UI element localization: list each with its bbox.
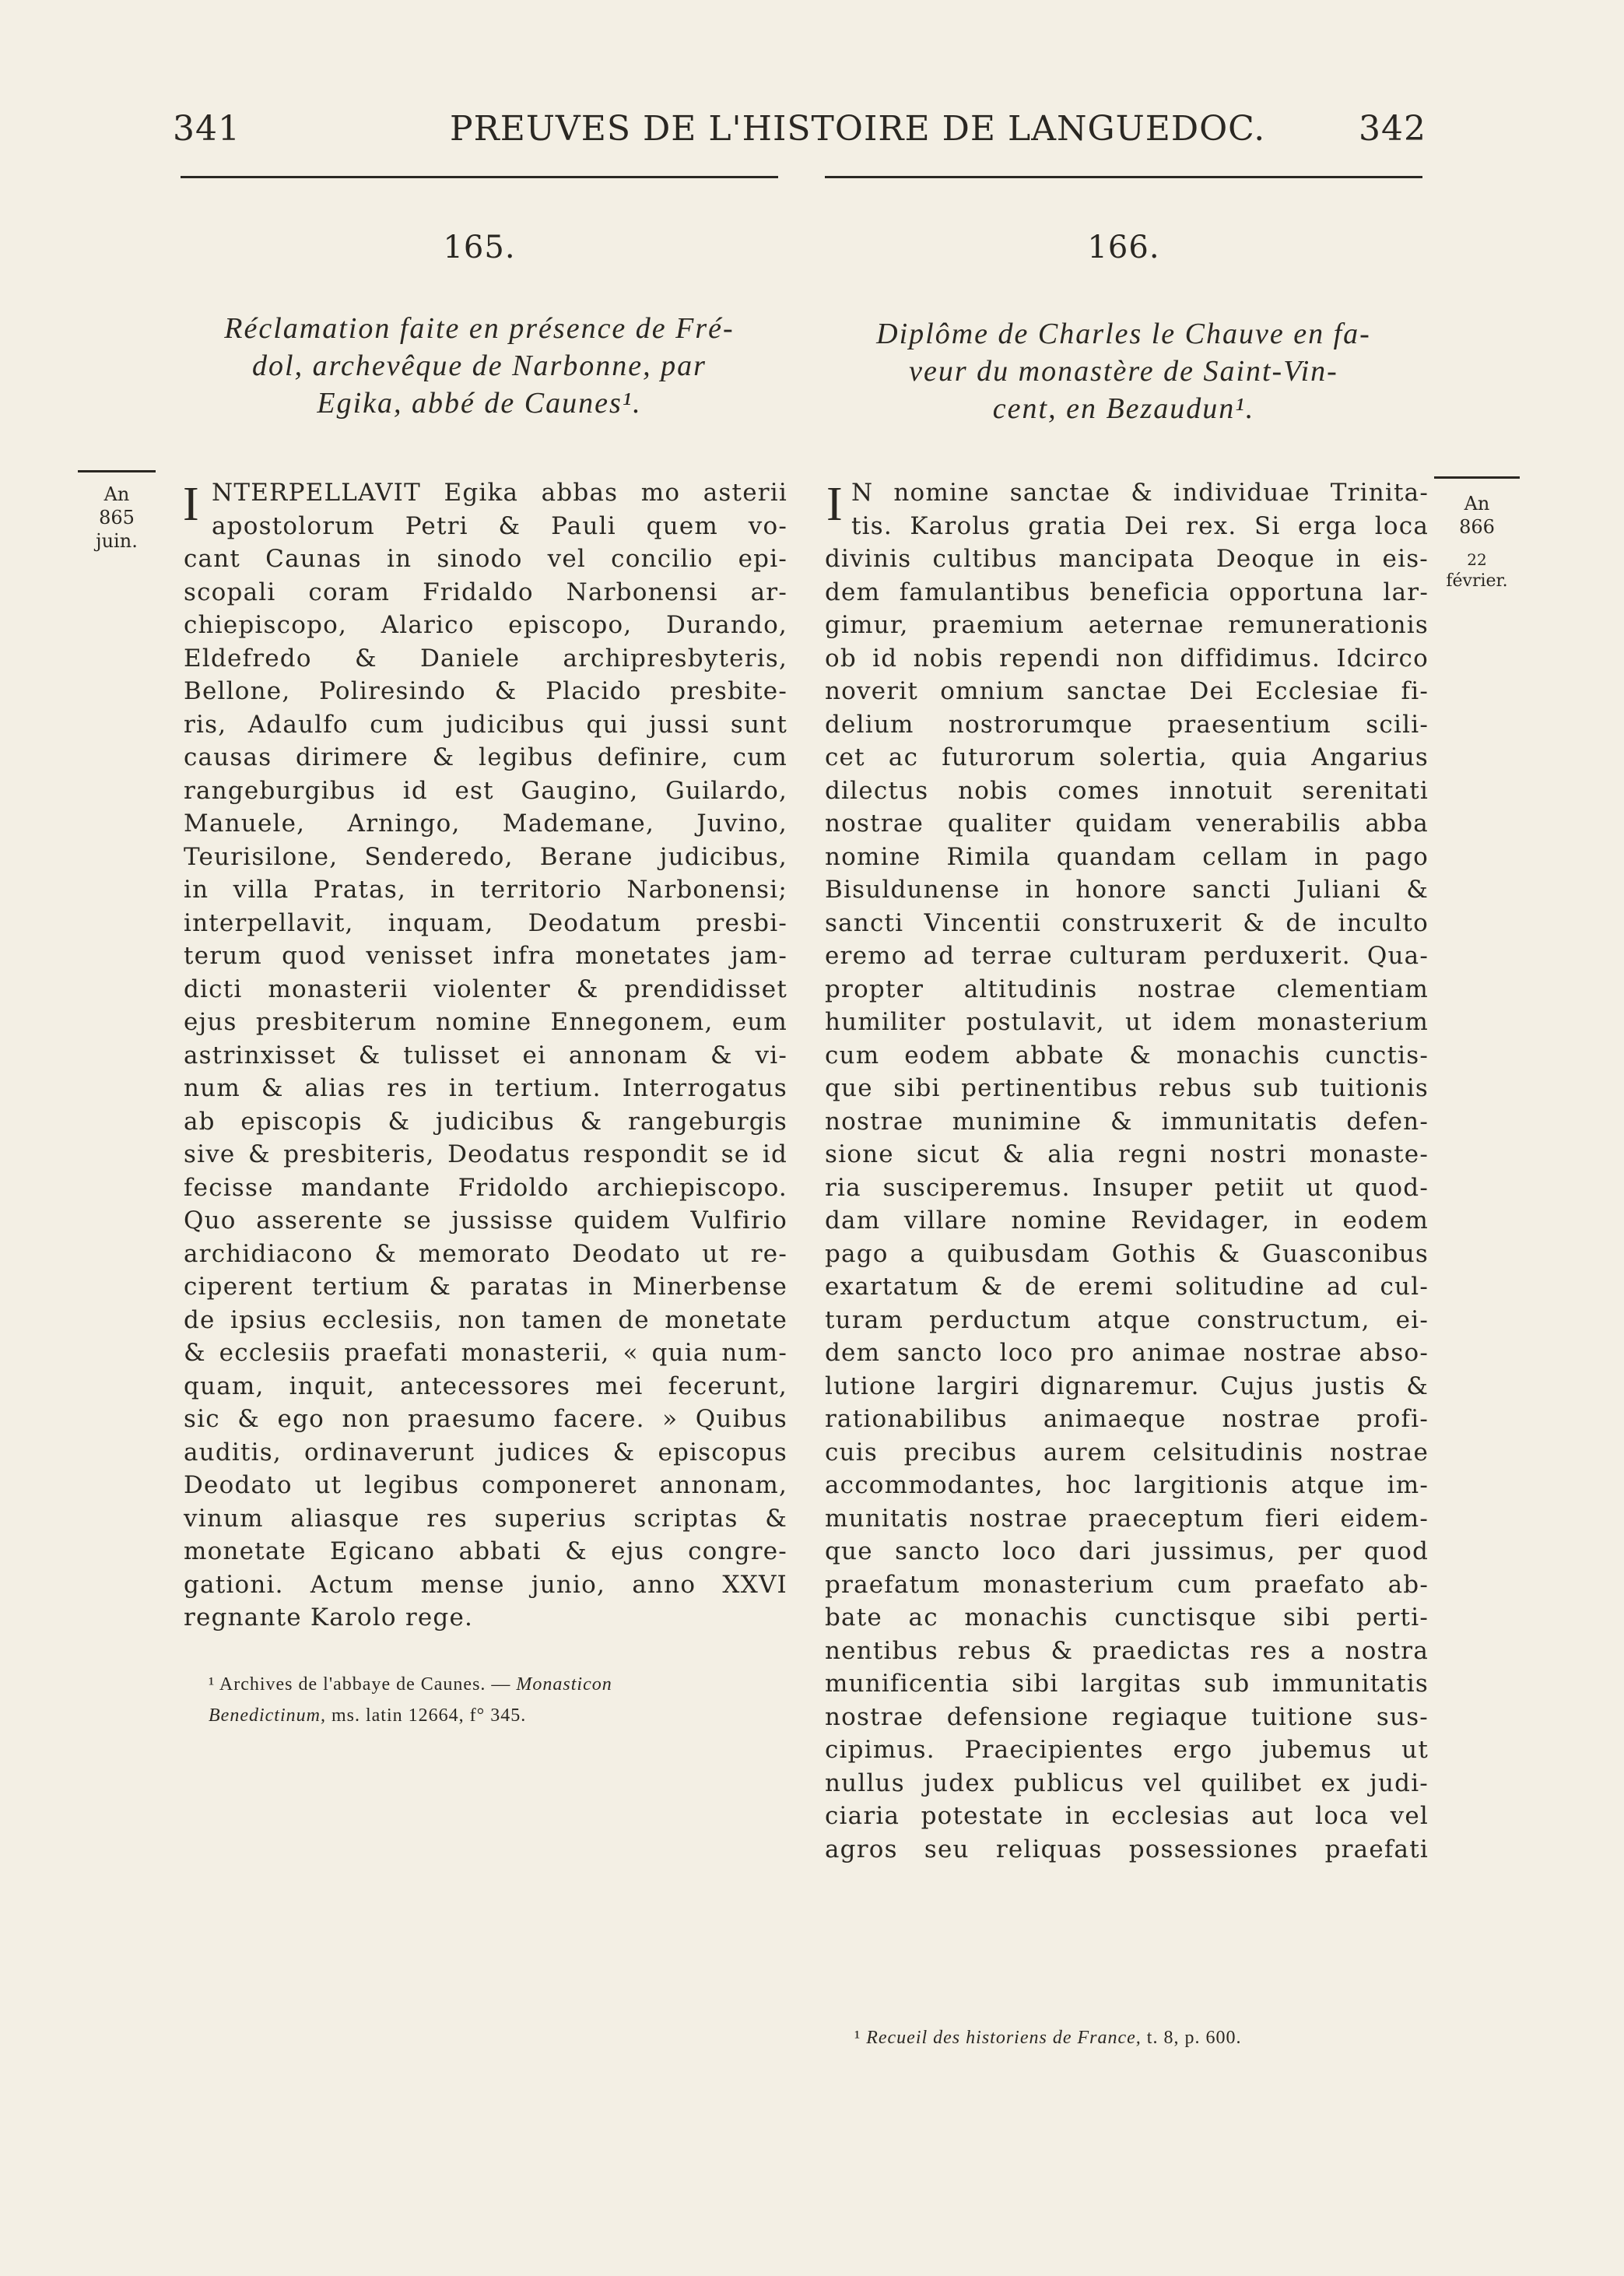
text-line: munificentia sibi largitas sub immunitatis xyxy=(825,1670,1429,1698)
text-line: chiepiscopo, Alarico episcopo, Durando, xyxy=(184,611,787,639)
footnote-right xyxy=(854,2022,1241,2053)
text-line: astrinxisset & tulisset ei annonam & vi- xyxy=(184,1041,787,1070)
text-line: propter altitudinis nostrae clementiam xyxy=(825,975,1429,1003)
text-line: ria susciperemus. Insuper petiit ut quod- xyxy=(825,1173,1429,1202)
text-line: Manuele, Arningo, Mademane, Juvino, xyxy=(184,810,787,838)
text-line: sione sicut & alia regni nostri monaste- xyxy=(825,1140,1429,1168)
margin-month: juin. xyxy=(96,530,138,552)
document-title-right xyxy=(825,315,1422,427)
document-title-left xyxy=(181,310,778,422)
text-line: de ipsius ecclesiis, non tamen de monetate xyxy=(184,1305,787,1334)
text-line: ris, Adaulfo cum judicibus qui jussi sunt xyxy=(184,710,787,739)
text-line: nomine Rimila quandam cellam in pago xyxy=(825,842,1429,871)
text-line: exartatum & de eremi solitudine ad cul- xyxy=(825,1273,1429,1301)
text-line: que sibi pertinentibus rebus sub tuitionis xyxy=(825,1074,1429,1102)
text-line: ciaria potestate in ecclesias aut loca vel xyxy=(825,1802,1429,1830)
text-line: Deodato ut legibus componeret annonam, xyxy=(184,1471,787,1499)
text-line: sancti Vincentii construxerit & de inculto xyxy=(825,908,1429,937)
text-line: gimur, praemium aeternae remunerationis xyxy=(825,611,1429,639)
text-line: munitatis nostrae praeceptum fieri eidem- xyxy=(825,1504,1429,1533)
header-rule-left xyxy=(181,176,778,178)
text-line: dicti monasterii violenter & prendidisset xyxy=(184,975,787,1003)
text-line: nostrae defensione regiaque tuitione sus- xyxy=(825,1702,1429,1731)
text-line: bate ac monachis cunctisque sibi perti- xyxy=(825,1603,1429,1631)
text-line: dilectus nobis comes innotuit serenitati xyxy=(825,776,1429,805)
document-number-left: 165. xyxy=(443,230,516,265)
footnote-marker: ¹ xyxy=(854,2028,867,2048)
text-line: dam villare nomine Revidager, in eodem xyxy=(825,1206,1429,1235)
header-rule-right xyxy=(825,176,1422,178)
text-line: cet ac futurorum solertia, quia Angarius xyxy=(825,743,1429,771)
margin-date-left xyxy=(78,483,156,553)
margin-date-right xyxy=(1434,492,1520,593)
text-line: lutione largiri dignaremur. Cujus justis & xyxy=(825,1372,1429,1400)
title-line: Diplôme de Charles le Chauve en fa- xyxy=(876,318,1371,350)
footnote-title: Monasticon xyxy=(516,1674,612,1695)
title-line: veur du monastère de Saint-Vin- xyxy=(909,355,1338,388)
text-line: interpellavit, inquam, Deodatum presbi- xyxy=(184,908,787,937)
margin-year: 865 xyxy=(99,507,135,529)
text-line: cuis precibus aurem celsitudinis nostrae xyxy=(825,1438,1429,1466)
text-line: Teurisilone, Senderedo, Berane judicibus, xyxy=(184,842,787,871)
margin-rule-right xyxy=(1434,476,1520,479)
title-line: cent, en Bezaudun¹. xyxy=(992,392,1255,425)
text-line: cant Caunas in sinodo vel concilio epi- xyxy=(184,545,787,573)
title-line: dol, archevêque de Narbonne, par xyxy=(252,349,707,382)
text-line: apostolorum Petri & Pauli quem vo- xyxy=(212,511,787,540)
text-line: vinum aliasque res superius scriptas & xyxy=(184,1504,787,1533)
text-line: que sancto loco dari jussimus, per quod xyxy=(825,1537,1429,1565)
drop-capital-right: I xyxy=(826,478,843,531)
text-line: Bellone, Poliresindo & Placido presbite- xyxy=(184,677,787,705)
document-number-right: 166. xyxy=(1087,230,1160,265)
text-line: turam perductum atque constructum, ei- xyxy=(825,1305,1429,1334)
text-line: sic & ego non praesumo facere. » Quibus xyxy=(184,1405,787,1433)
footnote-left xyxy=(209,1669,612,1731)
text-line: dem famulantibus beneficia opportuna lar- xyxy=(825,578,1429,606)
text-line: monetate Egicano abbati & ejus congre- xyxy=(184,1537,787,1565)
text-line: dem sancto loco pro animae nostrae abso- xyxy=(825,1339,1429,1367)
text-line: pago a quibusdam Gothis & Guasconibus xyxy=(825,1239,1429,1268)
text-line: sive & presbiteris, Deodatus respondit se id xyxy=(184,1140,787,1168)
text-line: noverit omnium sanctae Dei Ecclesiae fi- xyxy=(825,677,1429,705)
text-line: nostrae munimine & immunitatis defen- xyxy=(825,1107,1429,1136)
footnote-title: Recueil des historiens de France, xyxy=(866,2028,1142,2048)
text-line: causas dirimere & legibus definire, cum xyxy=(184,743,787,771)
title-line: Egika, abbé de Caunes¹. xyxy=(317,387,642,420)
text-line: rangeburgibus id est Gaugino, Guilardo, xyxy=(184,776,787,805)
margin-an: An xyxy=(103,483,130,505)
footnote-text: ¹ Archives de l'abbaye de Caunes. — xyxy=(209,1674,517,1695)
text-line: divinis cultibus mancipata Deoque in eis- xyxy=(825,545,1429,573)
text-line: gationi. Actum mense junio, anno XXVI xyxy=(184,1570,787,1599)
margin-rule-left xyxy=(78,470,156,472)
text-line: rationabilibus animaeque nostrae profi- xyxy=(825,1405,1429,1433)
text-line: N nomine sanctae & individuae Trinita- xyxy=(851,479,1429,507)
text-line: eremo ad terrae culturam perduxerit. Qua- xyxy=(825,942,1429,970)
text-line: NTERPELLAVIT Egika abbas mo asterii xyxy=(212,479,787,507)
text-line: quam, inquit, antecessores mei fecerunt, xyxy=(184,1372,787,1400)
text-line: nentibus rebus & praedictas res a nostra xyxy=(825,1636,1429,1665)
text-line: fecisse mandante Fridoldo archiepiscopo. xyxy=(184,1173,787,1202)
text-line: archidiacono & memorato Deodato ut re- xyxy=(184,1239,787,1268)
text-line: nostrae qualiter quidam venerabilis abba xyxy=(825,810,1429,838)
text-line: delium nostrorumque praesentium scili- xyxy=(825,710,1429,739)
text-line: Quo asserente se jussisse quidem Vulfirio xyxy=(184,1206,787,1235)
margin-day: 22 xyxy=(1467,550,1487,569)
text-line: ciperent tertium & paratas in Minerbense xyxy=(184,1273,787,1301)
text-line: & ecclesiis praefati monasterii, « quia num- xyxy=(184,1339,787,1367)
text-line: cum eodem abbate & monachis cunctis- xyxy=(825,1041,1429,1070)
text-line: ob id nobis rependi non diffidimus. Idcirco xyxy=(825,644,1429,673)
text-line: nullus judex publicus vel quilibet ex judi- xyxy=(825,1768,1429,1797)
text-line: scopali coram Fridaldo Narbonensi ar- xyxy=(184,578,787,606)
text-line: in villa Pratas, in territorio Narbonensi; xyxy=(184,876,787,904)
margin-year: 866 xyxy=(1459,516,1495,538)
text-line: terum quod venisset infra monetates jam- xyxy=(184,942,787,970)
text-line: ejus presbiterum nomine Ennegonem, eum xyxy=(184,1008,787,1036)
text-line: agros seu reliquas possessiones praefati xyxy=(825,1835,1429,1863)
margin-an: An xyxy=(1464,493,1490,515)
text-line: Eldefredo & Daniele archipresbyteris, xyxy=(184,644,787,673)
document-body-left xyxy=(184,476,787,1635)
text-line: praefatum monasterium cum praefato ab- xyxy=(825,1570,1429,1599)
document-body-right xyxy=(825,476,1429,1866)
text-line: cipimus. Praecipientes ergo jubemus ut xyxy=(825,1736,1429,1764)
text-line: num & alias res in tertium. Interrogatus xyxy=(184,1074,787,1102)
footnote-title: Benedictinum, xyxy=(209,1705,326,1726)
text-line: accommodantes, hoc largitionis atque im- xyxy=(825,1471,1429,1499)
text-line: regnante Karolo rege. xyxy=(184,1603,474,1631)
text-line: auditis, ordinaverunt judices & episcopus xyxy=(184,1438,787,1466)
drop-capital-left: I xyxy=(183,478,199,531)
running-title: PREUVES DE L'HISTOIRE DE LANGUEDOC. xyxy=(450,109,1266,149)
footnote-text: t. 8, p. 600. xyxy=(1141,2028,1242,2048)
page-number-right: 342 xyxy=(1359,109,1426,149)
text-line: tis. Karolus gratia Dei rex. Si erga loca xyxy=(851,511,1429,540)
text-line: Bisuldunense in honore sancti Juliani & xyxy=(825,876,1429,904)
footnote-text: ms. latin 12664, f° 345. xyxy=(325,1705,527,1726)
text-line: ab episcopis & judicibus & rangeburgis xyxy=(184,1107,787,1136)
margin-month: février. xyxy=(1446,571,1508,591)
page-number-left: 341 xyxy=(173,109,240,149)
title-line: Réclamation faite en présence de Fré- xyxy=(224,312,735,345)
text-line: humiliter postulavit, ut idem monasterium xyxy=(825,1008,1429,1036)
